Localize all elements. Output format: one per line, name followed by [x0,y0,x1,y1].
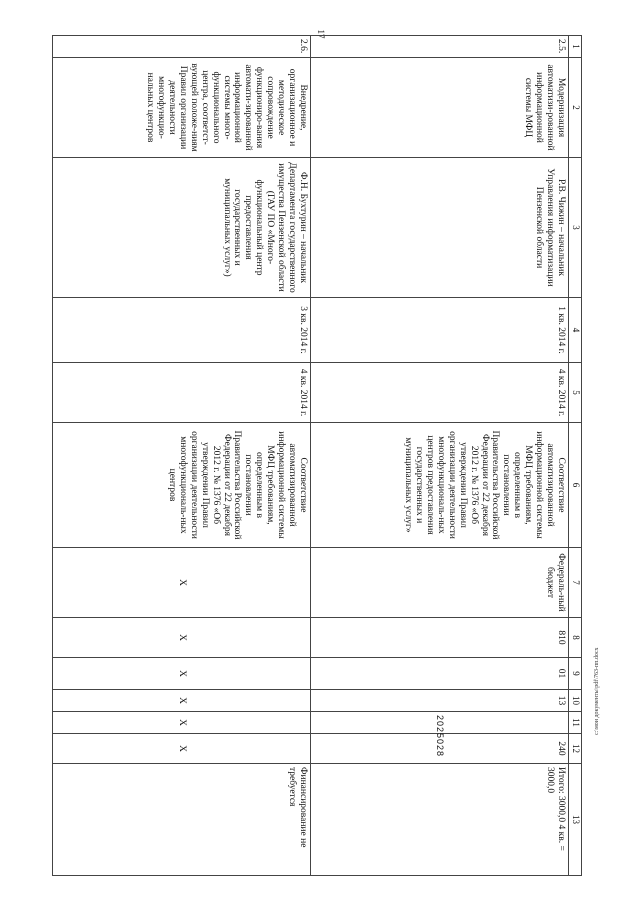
responsible: Ф.Н. Бухтурин – начальник Департамента государственного имущества Пензенской области (ГАУ ПО «Много-функциональный центр предоставления государственных и муниципальных услуг») [53,158,311,298]
table-row [311,36,569,876]
col-header-6: 6 [569,423,582,548]
start-date: 3 кв. 2014 г. [53,298,311,363]
funding-amount: Финансирование не требуется [53,764,311,876]
code-grbs: X [53,618,311,658]
col-header-4: 4 [569,298,582,363]
row-number: 2.6. [53,36,311,58]
footer-file-path: c:\мои документы\pdf\763-пп.docx [594,647,600,735]
col-header-8: 8 [569,618,582,658]
funding-amount: Итого: 3000,0 4 кв. = 3000,0 [311,764,569,876]
code-pr: 13 [311,690,569,712]
col-header-7: 7 [569,548,582,618]
code-rz: 01 [311,658,569,690]
col-header-1: 1 [569,36,582,58]
funding-source: Федераль-ный бюджет [311,548,569,618]
col-header-12: 12 [569,734,582,764]
col-header-11: 11 [569,712,582,734]
measure-name: Внедрение, организационное и методическое сопровождение функциониро-вания автомати-зированной информационной системы много-функционального центра, соответст-вующей положе-ниям Правил организации деятельности многофункцио-нальных центров [53,58,311,158]
code-csr: X [53,712,311,734]
code-pr: X [53,690,311,712]
measure-name: Модернизация автоматизи-рованной информационной системы МФЦ [311,58,569,158]
expected-result: Соответствие автоматизированной информационной системы МФЦ требованиям, определенным в постановлении Правительства Российской Федерации от 22 декабря 2012 г. № 1376 «Об утверждении Правил организации деятельности многофункциональ-ных центров [53,423,311,548]
col-header-9: 9 [569,658,582,690]
expected-result: Соответствие автоматизированной информационной системы МФЦ требованиям, определенным в постановлении Правительства Российской Федерации от 22 декабря 2012 г. № 1376 «Об утверждении Правил организации деятельности многофункциональ-ных центров предоставления государственных и муниципальных услуг» [311,423,569,548]
code-grbs: 810 [311,618,569,658]
table-row [53,36,311,876]
program-table [52,35,582,876]
col-header-3: 3 [569,158,582,298]
code-vr: 240 [311,734,569,764]
rotated-table-container [52,35,582,875]
code-vr: X [53,734,311,764]
end-date: 4 кв. 2014 г. [53,363,311,423]
stamp-number: 2025028 [435,715,446,758]
code-rz: X [53,658,311,690]
funding-source: X [53,548,311,618]
end-date: 4 кв. 2014 г. [311,363,569,423]
col-header-2: 2 [569,58,582,158]
row-number: 2.5. [311,36,569,58]
header-row [569,36,582,876]
start-date: 1 кв. 2014 г. [311,298,569,363]
page-number: 17 [316,29,326,39]
col-header-10: 10 [569,690,582,712]
responsible: Р.В. Чижин – начальник Управления информатизации Пензенской области [311,158,569,298]
col-header-13: 13 [569,764,582,876]
col-header-5: 5 [569,363,582,423]
